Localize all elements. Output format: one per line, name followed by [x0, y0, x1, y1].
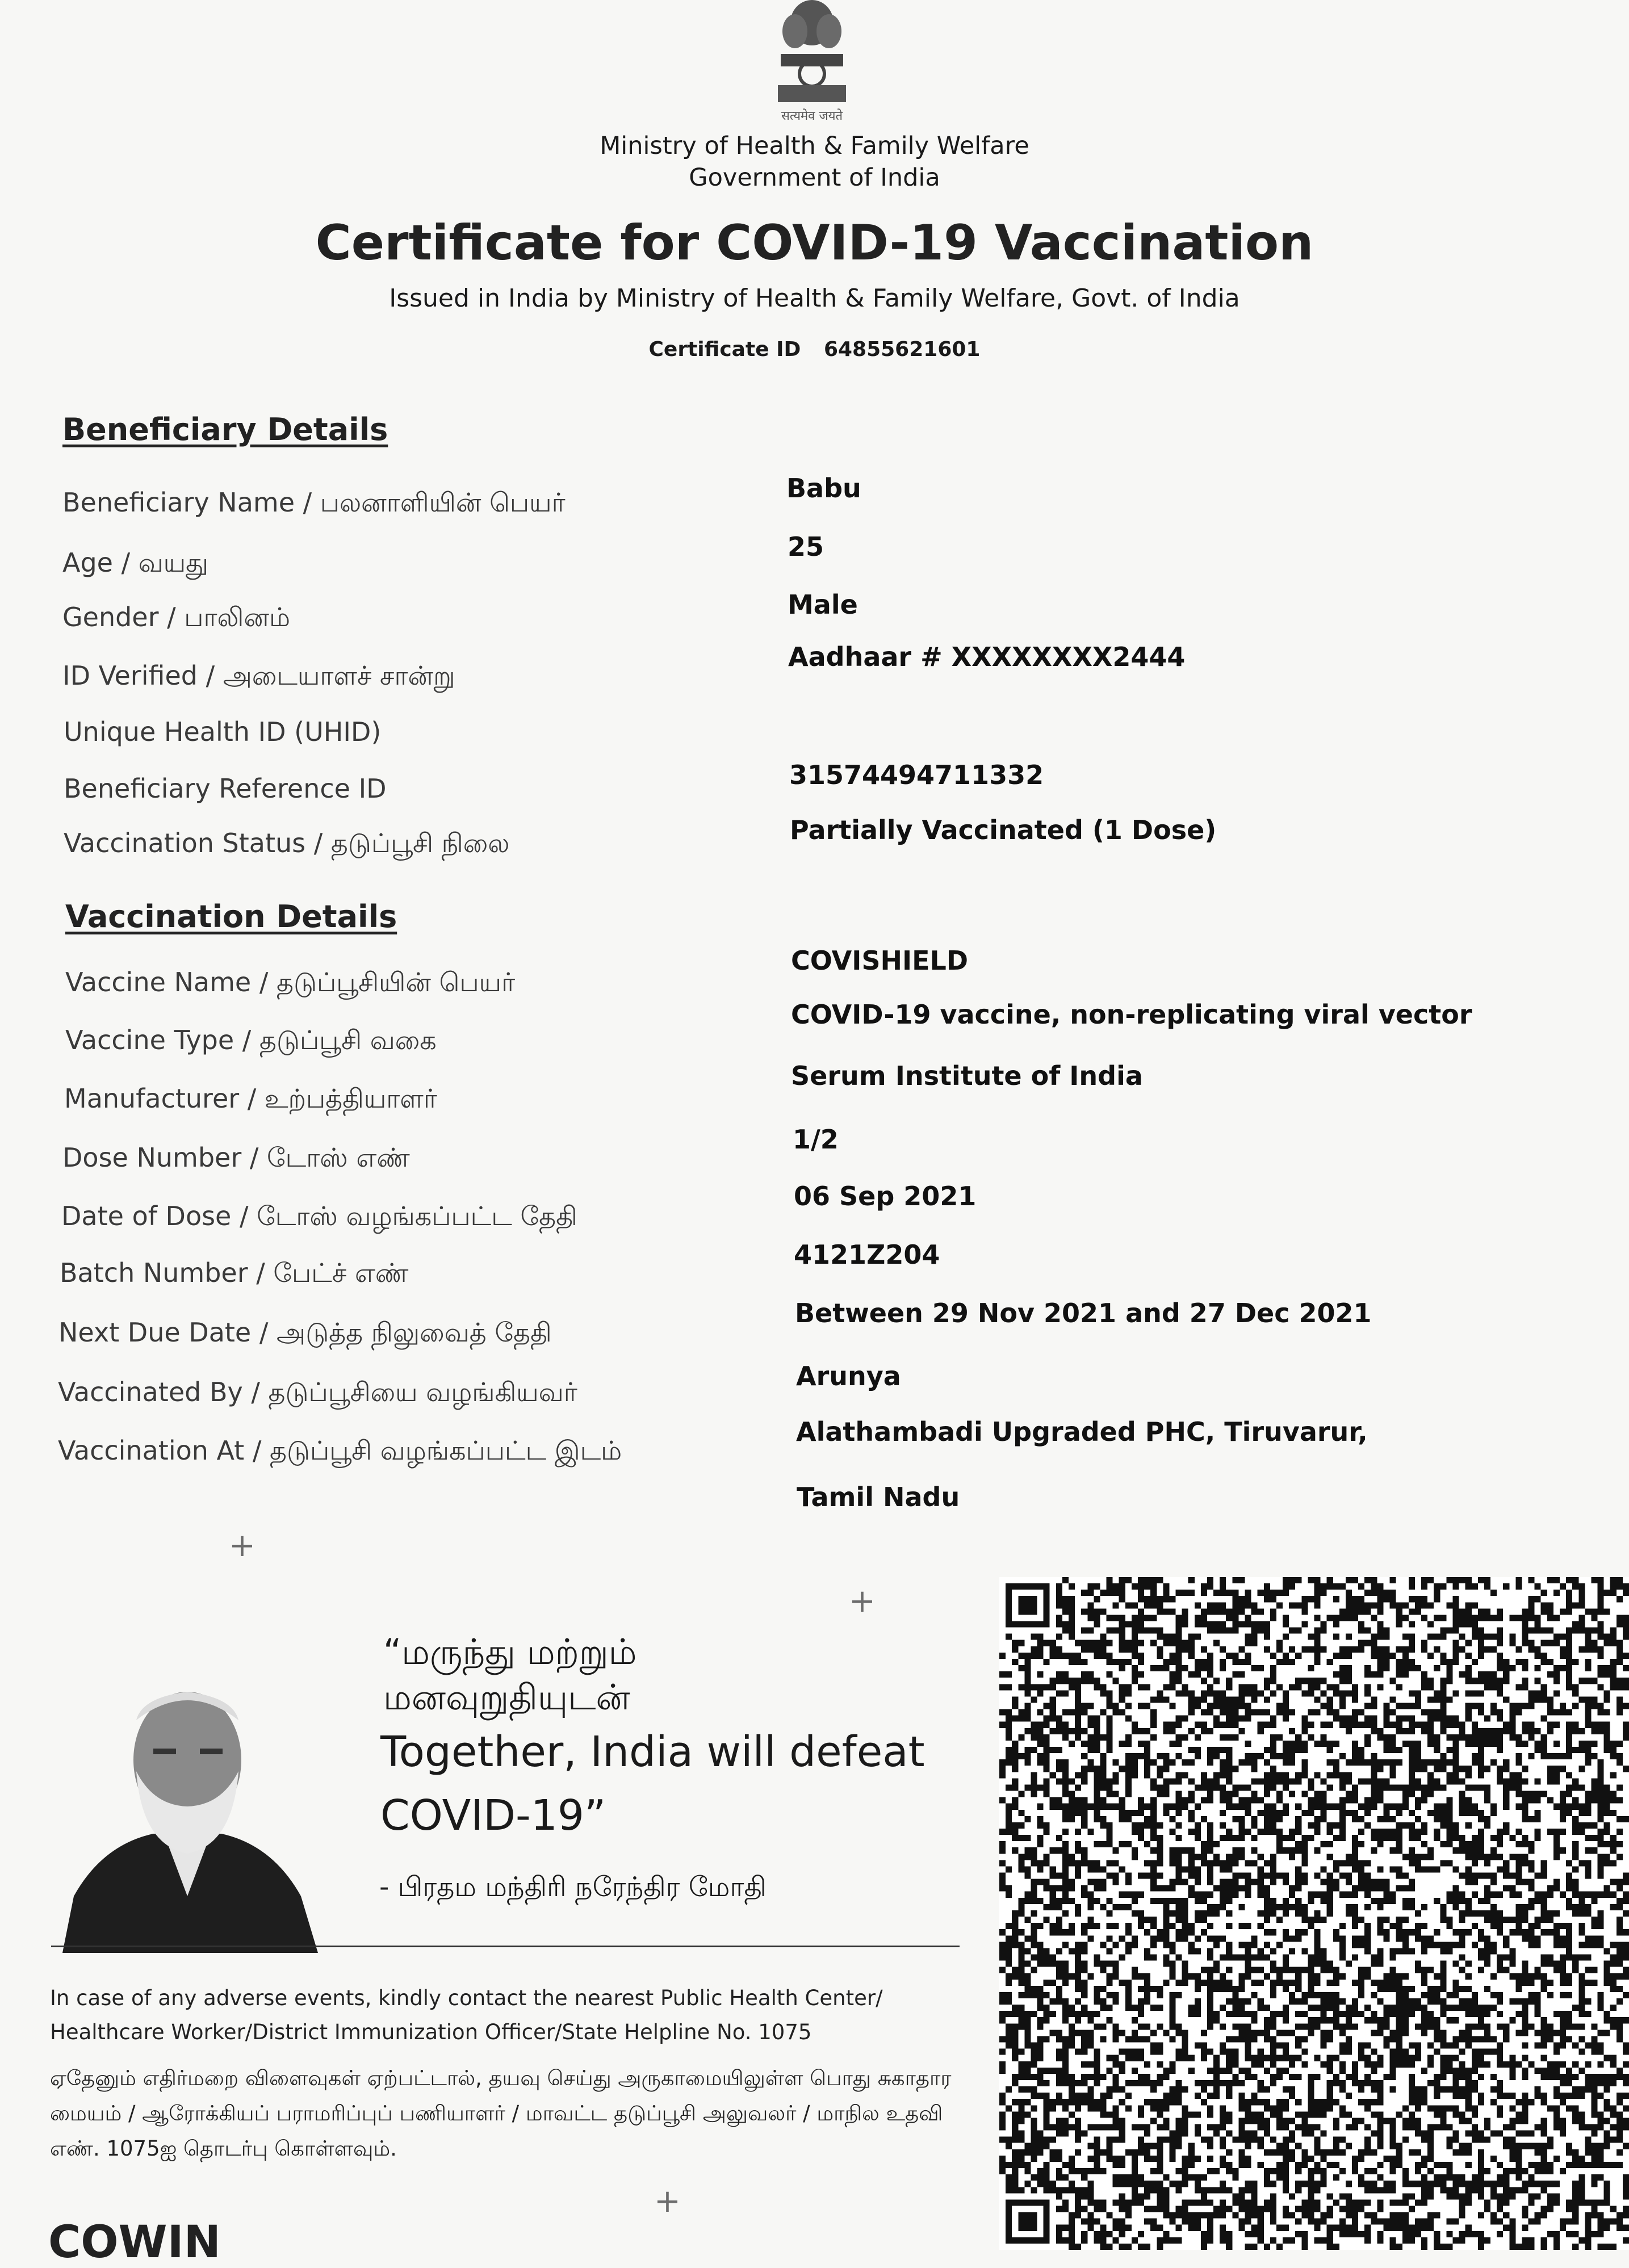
- id-verified-label: ID Verified / அடையாளச் சான்று: [62, 660, 455, 691]
- helpline-tamil: ஏதேனும் எதிர்மறை விளைவுகள் ஏற்பட்டால், தயவு செய்து அருகாமையிலுள்ள பொது சுகாதார மையம் / ஆரோக்கியப் பராமரிப்புப் பணியாளர் / மாவட்ட தடுப்பூசி அலுவலர் / மாநில உதவி எண். 1075ஐ தொடர்பு கொள்ளவும்.: [50, 2066, 952, 2161]
- certificate-title: Certificate for COVID-19 Vaccination: [315, 215, 1314, 271]
- cowin-logo: COWIN: [48, 2217, 221, 2268]
- batch-number-value: 4121Z204: [794, 1239, 940, 1270]
- vaccine-name-value: COVISHIELD: [791, 945, 969, 976]
- vaccination-at-label: Vaccination At / தடுப்பூசி வழங்கப்பட்ட இடம்: [58, 1435, 622, 1466]
- next-due-date-label: Next Due Date / அடுத்த நிலுவைத் தேதி: [58, 1317, 552, 1348]
- registration-mark: +: [654, 2183, 681, 2220]
- quote-english: Together, India will defeat COVID-19”: [380, 1728, 925, 1840]
- dose-number-label: Dose Number / டோஸ் எண்: [62, 1142, 410, 1173]
- uhid-label: Unique Health ID (UHID): [64, 716, 382, 747]
- quote-tamil: “மருந்து மற்றும் மனவுறுதியுடன்: [383, 1631, 637, 1718]
- divider: [51, 1946, 960, 1947]
- vaccination-status-label: Vaccination Status / தடுப்பூசி நிலை: [64, 828, 510, 858]
- vaccine-type-label: Vaccine Type / தடுப்பூசி வகை: [65, 1025, 437, 1055]
- vaccination-at-value: Alathambadi Upgraded PHC, Tiruvarur,: [796, 1416, 1368, 1447]
- reference-id-label: Beneficiary Reference ID: [64, 773, 387, 804]
- dose-number-value: 1/2: [793, 1124, 839, 1155]
- issued-by: Issued in India by Ministry of Health & Family Welfare, Govt. of India: [389, 284, 1240, 313]
- vaccination-heading: Vaccination Details: [65, 899, 397, 934]
- age-value: 25: [788, 531, 824, 562]
- gender-label: Gender / பாலினம்: [62, 602, 290, 632]
- registration-mark: +: [849, 1583, 876, 1620]
- vaccine-type-value: COVID-19 vaccine, non-replicating viral vector: [791, 999, 1472, 1030]
- vaccinated-by-label: Vaccinated By / தடுப்பூசியை வழங்கியவர்: [58, 1377, 577, 1407]
- qr-code: [999, 1577, 1629, 2250]
- government-name: Government of India: [689, 164, 940, 192]
- ministry-name: Ministry of Health & Family Welfare: [600, 132, 1029, 160]
- batch-number-label: Batch Number / பேட்ச் எண்: [60, 1257, 409, 1288]
- id-verified-value: Aadhaar # XXXXXXXX2444: [788, 642, 1186, 672]
- certificate-id-row: [0, 338, 1629, 361]
- beneficiary-name-label: Beneficiary Name / பலனாளியின் பெயர்: [62, 487, 566, 518]
- quote-attribution: - பிரதம மந்திரி நரேந்திர மோதி: [379, 1871, 767, 1903]
- vaccination-at-value-line2: Tamil Nadu: [797, 1482, 960, 1512]
- vaccination-status-value: Partially Vaccinated (1 Dose): [790, 815, 1217, 845]
- emblem-caption: सत्यमेव जयते: [781, 109, 843, 123]
- next-due-date-value: Between 29 Nov 2021 and 27 Dec 2021: [795, 1298, 1372, 1328]
- age-label: Age / வயது: [62, 547, 209, 578]
- gender-value: Male: [788, 589, 858, 620]
- portrait-photo: [51, 1658, 324, 1953]
- reference-id-value: 31574494711332: [789, 760, 1044, 790]
- dose-date-value: 06 Sep 2021: [794, 1181, 977, 1211]
- registration-mark: +: [229, 1527, 256, 1564]
- beneficiary-heading: Beneficiary Details: [62, 412, 388, 447]
- manufacturer-label: Manufacturer / உற்பத்தியாளர்: [64, 1083, 437, 1114]
- certificate-id-value: 64855621601: [823, 338, 981, 361]
- manufacturer-value: Serum Institute of India: [791, 1060, 1143, 1091]
- certificate-id-label: Certificate ID: [648, 338, 801, 361]
- dose-date-label: Date of Dose / டோஸ் வழங்கப்பட்ட தேதி: [61, 1201, 577, 1231]
- vaccinated-by-value: Arunya: [796, 1361, 901, 1391]
- beneficiary-name-value: Babu: [786, 473, 861, 504]
- helpline-english: In case of any adverse events, kindly contact the nearest Public Health Center/ Healthcare Worker/District Immunization Officer/State Helpline No. 1075: [50, 1986, 883, 2044]
- vaccine-name-label: Vaccine Name / தடுப்பூசியின் பெயர்: [65, 967, 516, 997]
- state-emblem-icon: [755, 0, 869, 122]
